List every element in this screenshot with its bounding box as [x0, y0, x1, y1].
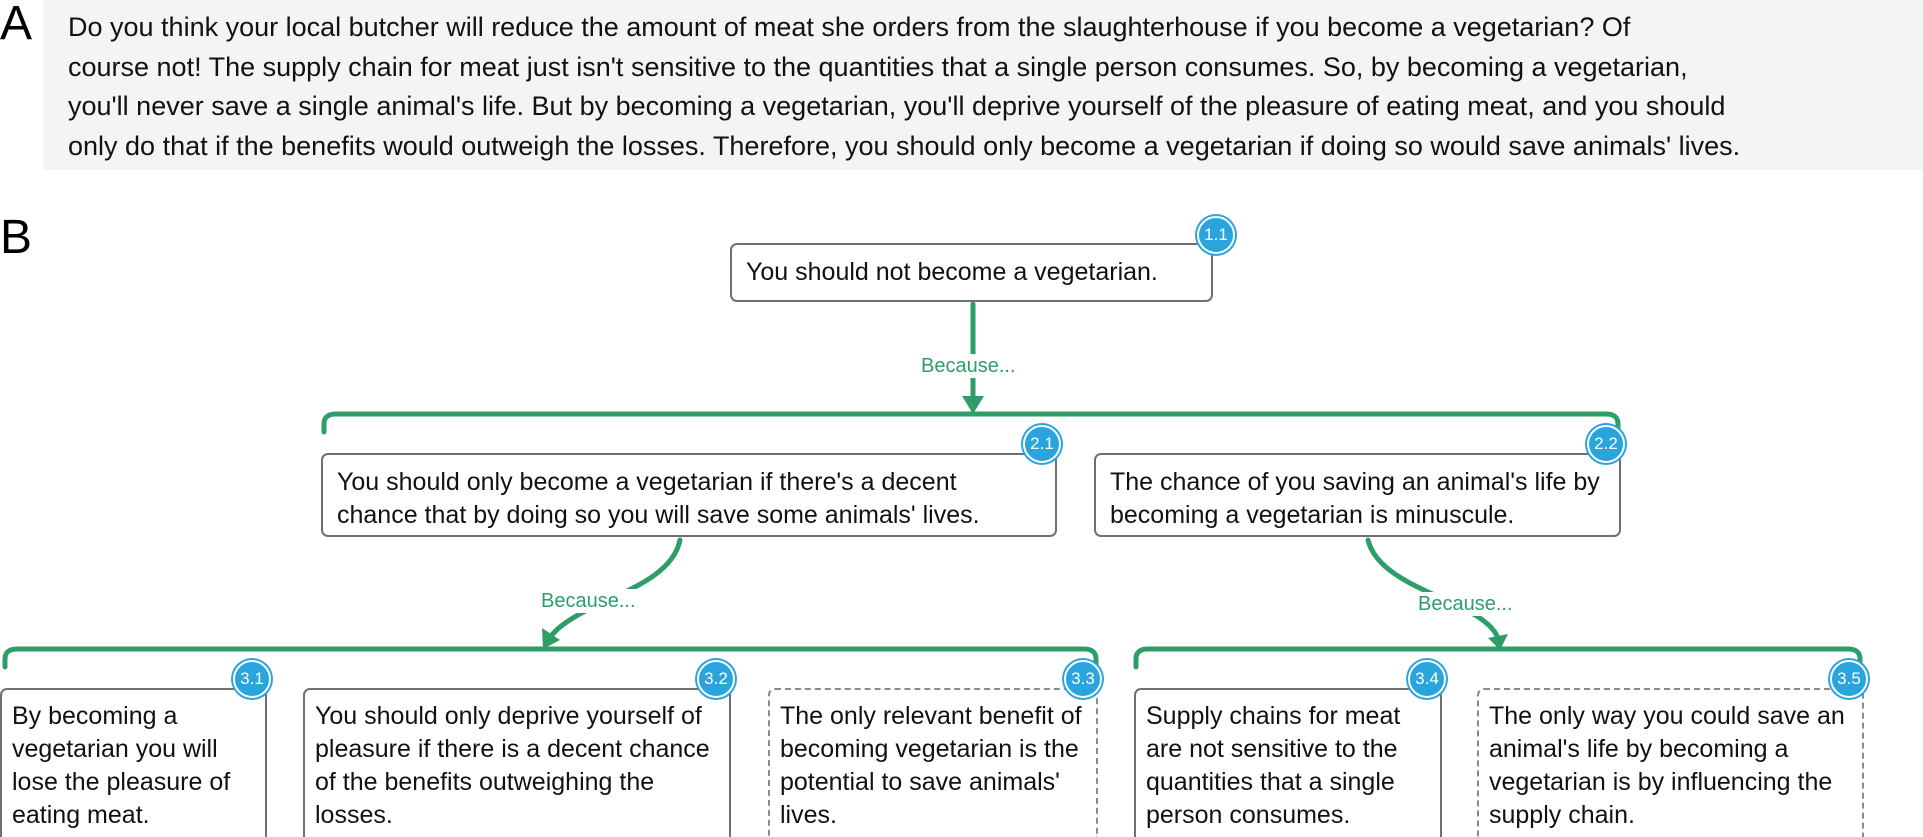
passage-line: you'll never save a single animal's life. But by becoming a vegetarian, you'll deprive yourself of the pleasure of eating meat, and you should [68, 91, 1726, 121]
claim-box-2-1 [321, 434, 1057, 537]
panel-b-letter: B [0, 211, 33, 264]
bracket-level-2 [324, 414, 1618, 432]
claim-number-badge: 3.2 [697, 660, 735, 698]
claim-number-badge: 2.1 [1023, 425, 1061, 463]
passage-line: Do you think your local butcher will reduce the amount of meat she orders from the slaughterhouse if you become a vegetarian? Of [68, 12, 1631, 42]
claim-text: You should not become a vegetarian. [746, 258, 1158, 286]
claim-box-3-5 [1477, 669, 1864, 837]
because-label: Because... [921, 355, 1016, 377]
claim-box-1-1 [730, 225, 1228, 302]
passage-line: course not! The supply chain for meat just isn't sensitive to the quantities that a single person consumes. So, by becoming a vegetarian, [68, 51, 1688, 82]
claim-box-3-1 [0, 669, 267, 837]
bracket-level-3-left [5, 649, 1096, 667]
claim-number-badge: 3.3 [1064, 660, 1102, 698]
claim-box-3-2 [303, 669, 731, 837]
claim-text: You should only deprive yourself of pleasure if there is a decent chance of the benefits outweighing the losses. [315, 702, 710, 829]
claim-number-badge: 1.1 [1197, 216, 1235, 254]
claim-number-badge: 3.4 [1408, 660, 1446, 698]
claim-text: The only relevant benefit of becoming vegetarian is the potential to save animals' lives. [780, 702, 1082, 829]
claim-number-badge: 2.2 [1587, 425, 1625, 463]
claim-number-badge: 3.1 [233, 660, 271, 698]
connector-to-2-2 [1368, 540, 1497, 636]
claim-box-2-2 [1094, 434, 1621, 537]
claim-text: You should only become a vegetarian if there's a decent chance that by doing so you will save some animals' lives. [337, 468, 980, 529]
claim-text: The only way you could save an animal's life by becoming a vegetarian is by influencing the supply chain. [1489, 702, 1845, 829]
claim-box-3-3 [768, 669, 1098, 837]
arrowhead-1-1 [962, 396, 984, 414]
connector-to-2-1 [551, 540, 680, 636]
claim-text: Supply chains for meat are not sensitive to the quantities that a single person consumes. [1146, 702, 1401, 829]
bracket-level-3-right [1136, 649, 1860, 667]
claim-text: The chance of you saving an animal's life by becoming a vegetarian is minuscule. [1110, 468, 1600, 529]
claim-text: By becoming a vegetarian you will lose the pleasure of eating meat. [12, 702, 231, 829]
claim-number-badge: 3.5 [1830, 660, 1868, 698]
passage-line: only do that if the benefits would outweigh the losses. Therefore, you should only become a vegetarian if doing so would save animals' lives. [68, 130, 1741, 161]
claim-box-3-4 [1134, 669, 1442, 837]
because-label: Because... [1418, 593, 1513, 615]
panel-a-letter: A [0, 0, 33, 50]
because-label: Because... [541, 590, 636, 612]
